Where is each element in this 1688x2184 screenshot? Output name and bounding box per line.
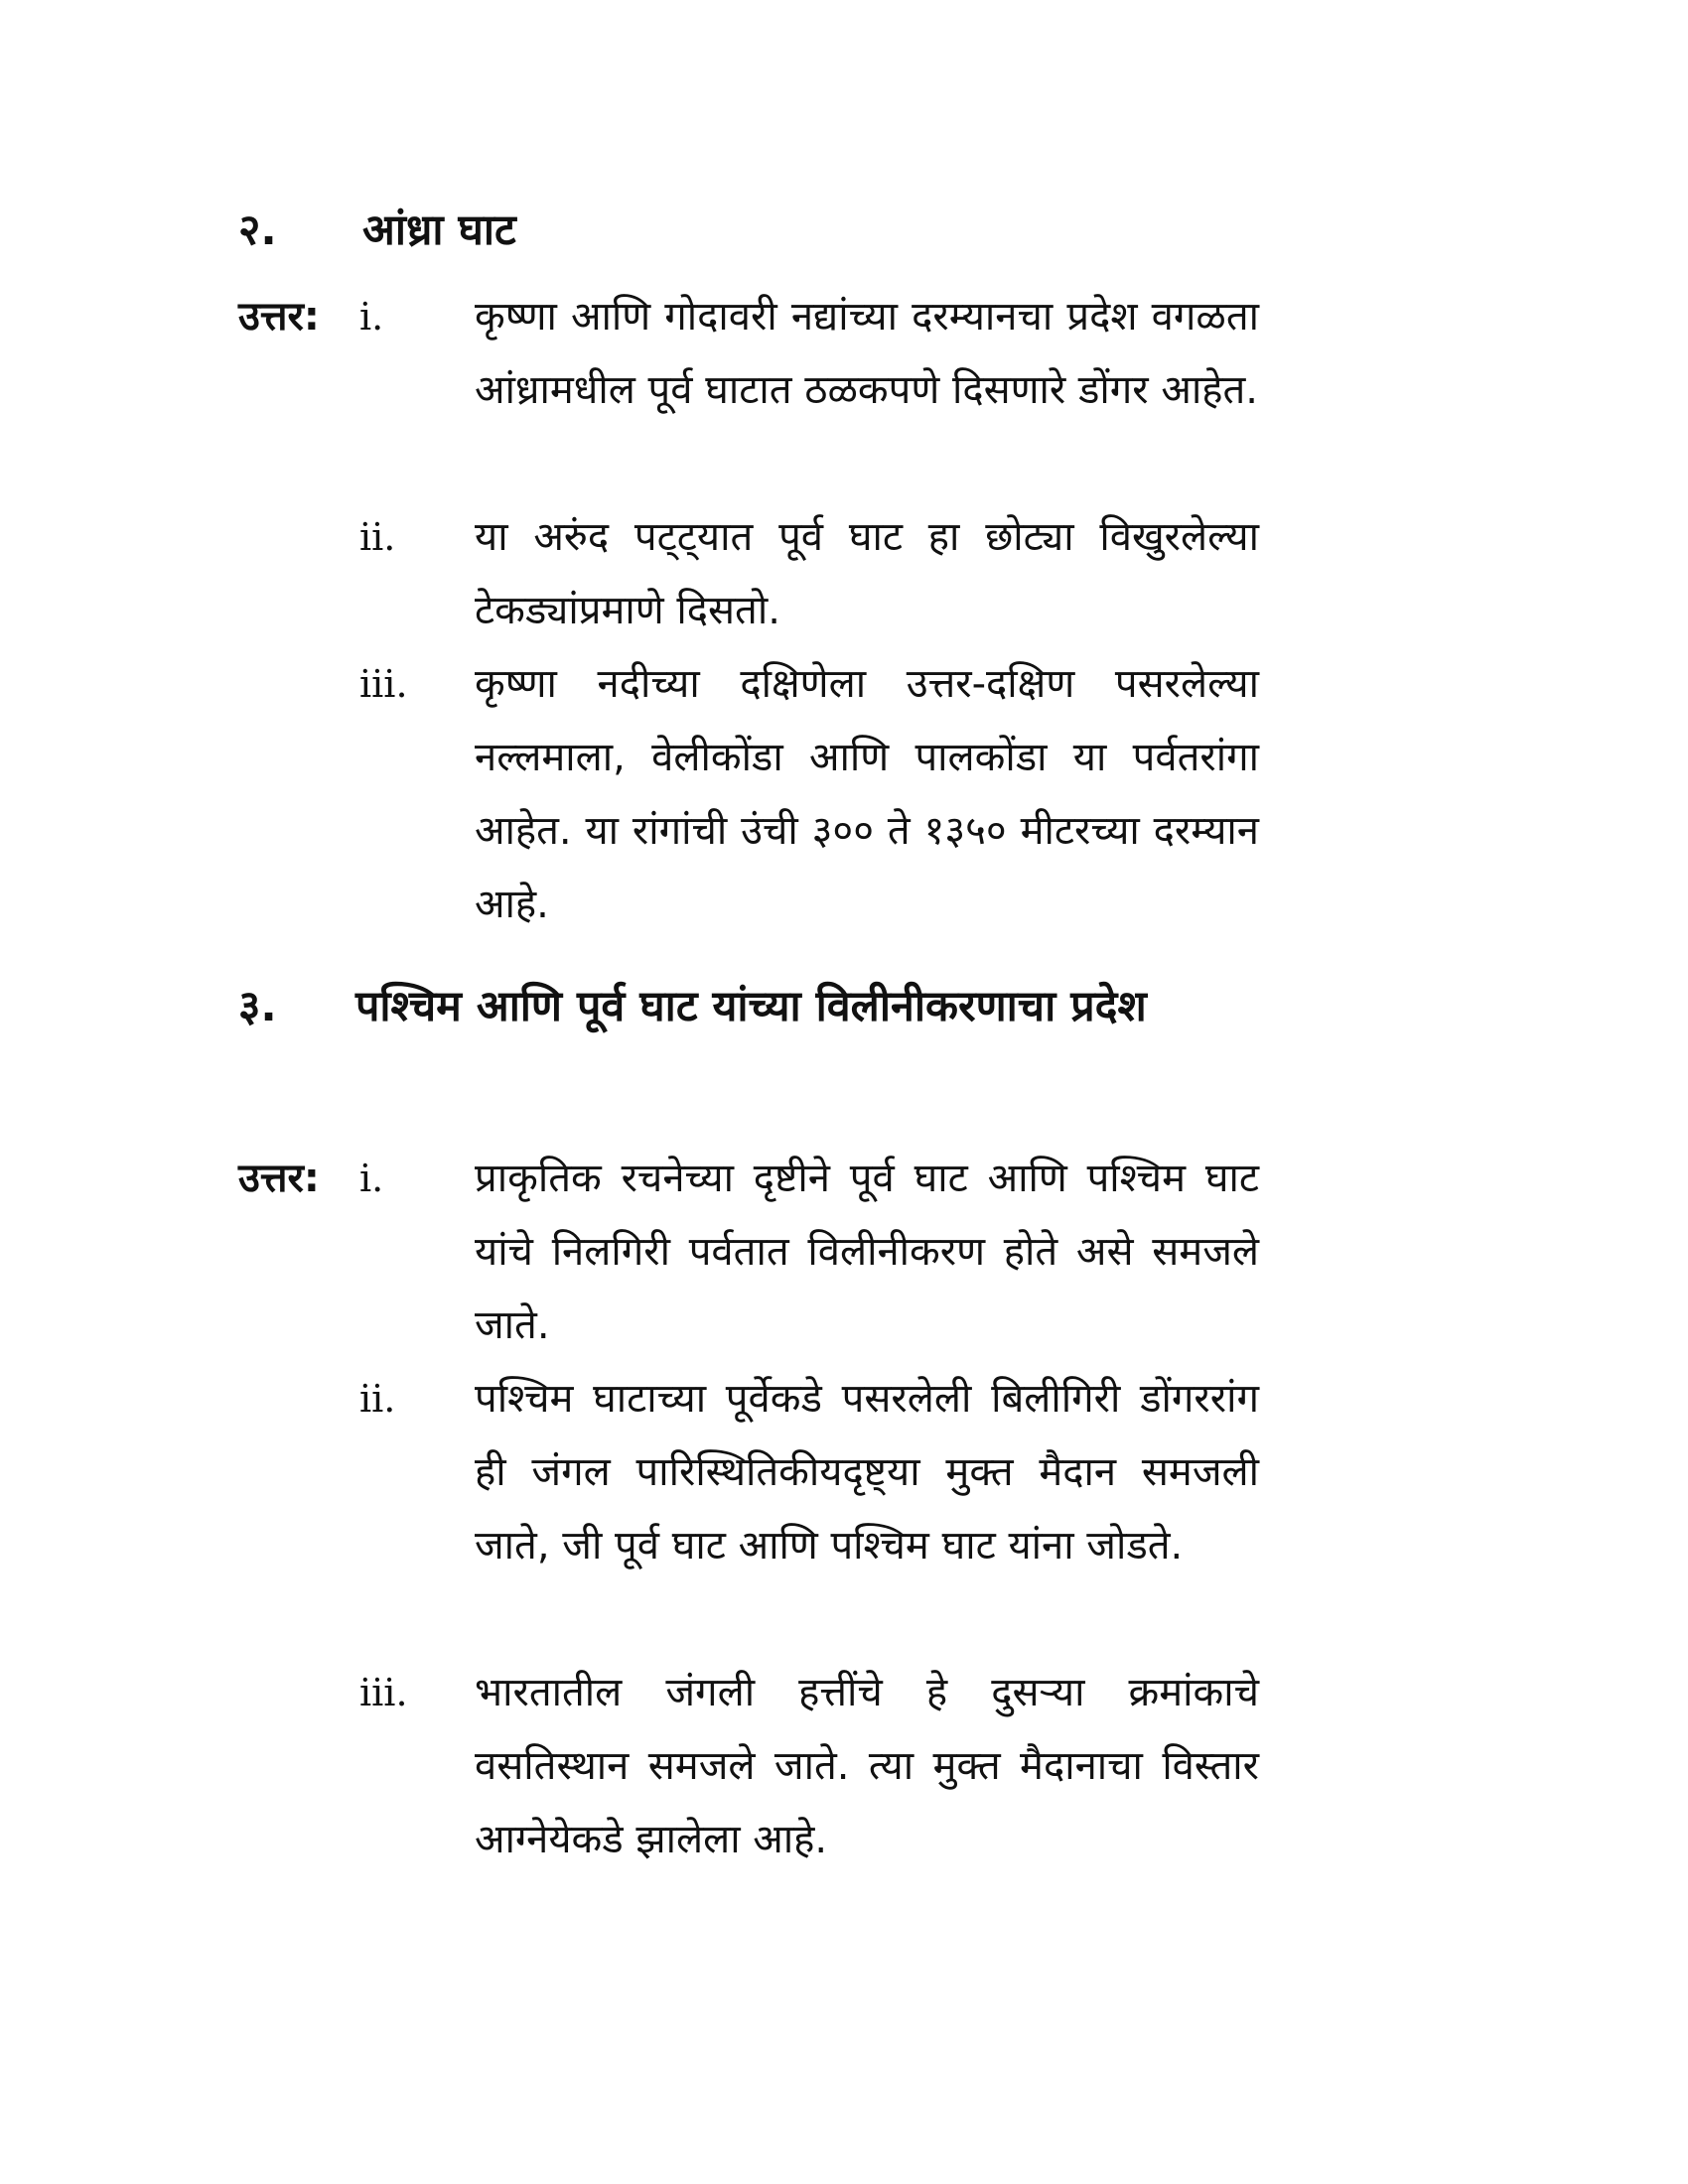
- section-3-item-2-text: पश्चिम घाटाच्या पूर्वेकडे पसरलेली बिलीगिरी डोंगररांग ही जंगल पारिस्थितिकीयदृष्ट्या मुक्त मैदान समजली जाते, जी पूर्व घाट आणि पश्चिम घाट यांना जोडते.: [475, 1376, 1259, 1569]
- section-3-item-1-numeral: i.: [359, 1157, 384, 1200]
- section-2-number: २.: [238, 205, 277, 255]
- section-2-item-1-text: कृष्णा आणि गोदावरी नद्यांच्या दरम्यानचा प्रदेश वगळता आंध्रामधील पूर्व घाटात ठळकपणे दिसणारे डोंगर आहेत.: [475, 294, 1259, 413]
- section-2-title: आंध्रा घाट: [362, 205, 516, 255]
- section-2-heading: [238, 189, 1331, 278]
- section-2-item-3-numeral: iii.: [359, 662, 408, 706]
- section-2-item-2-text: या अरुंद पट्ट्यात पूर्व घाट हा छोट्या विखुरलेल्या टेकड्यांप्रमाणे दिसतो.: [475, 514, 1259, 633]
- section-2-answer-label: उत्तर:: [238, 294, 320, 340]
- section-2-item-1-numeral: i.: [359, 295, 384, 339]
- section-2-item-2-numeral: ii.: [359, 515, 396, 559]
- section-3-item-3-text: भारतातील जंगली हत्तींचे हे दुसऱ्या क्रमांकाचे वसतिस्थान समजले जाते. त्या मुक्त मैदानाचा विस्तार आग्नेयेकडे झालेला आहे.: [475, 1670, 1259, 1862]
- section-3-title: पश्चिम आणि पूर्व घाट यांच्या विलीनीकरणाचा प्रदेश: [355, 982, 1147, 1031]
- section-2-item-3-text: कृष्णा नदीच्या दक्षिणेला उत्तर-दक्षिण पसरलेल्या नल्लमाला, वेलीकोंडा आणि पालकोंडा या पर्वतरांगा आहेत. या रांगांची उंची ३०० ते १३५० मीटरच्या दरम्यान आहे.: [475, 661, 1259, 927]
- section-3-item-2-numeral: ii.: [359, 1377, 396, 1421]
- section-3-item-1-text: प्राकृतिक रचनेच्या दृष्टीने पूर्व घाट आणि पश्चिम घाट यांचे निलगिरी पर्वतात विलीनीकरण होते असे समजले जाते.: [475, 1156, 1259, 1348]
- section-3-item-3-numeral: iii.: [359, 1671, 408, 1714]
- section-3-heading: [238, 965, 1261, 1134]
- section-3-answer-label: उत्तर:: [238, 1156, 320, 1201]
- section-3-number: ३.: [238, 982, 277, 1031]
